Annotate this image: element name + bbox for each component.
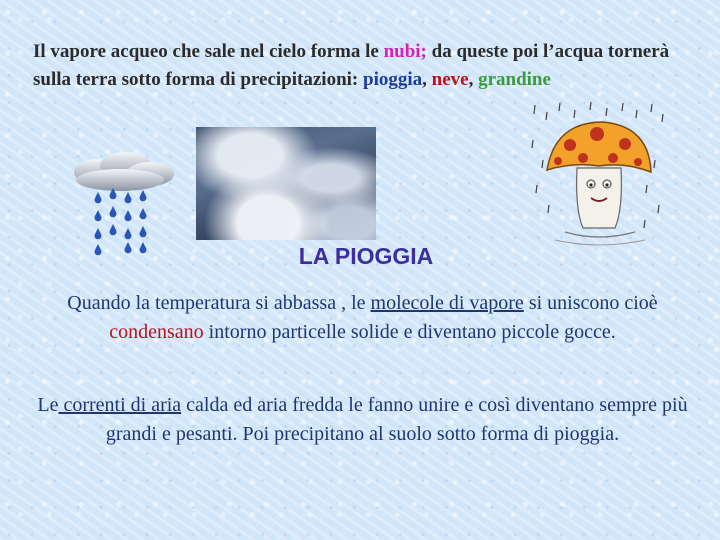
word-grandine: grandine: [478, 69, 551, 90]
word-condensano: condensano: [109, 321, 204, 343]
intro-comma-1: ,: [422, 69, 432, 90]
intro-comma-2: ,: [468, 69, 479, 90]
air-currents-paragraph: [30, 391, 695, 449]
correnti-di-aria-link: correnti di aria: [58, 394, 182, 416]
intro-paragraph: [33, 38, 703, 94]
para2-text-1: Le: [37, 394, 59, 416]
word-pioggia: pioggia: [363, 69, 423, 90]
word-nubi: nubi;: [383, 41, 427, 62]
molecole-di-vapore-link: molecole di vapore: [370, 292, 524, 314]
word-neve: neve: [431, 69, 469, 90]
cloudy-sky-photo: [196, 127, 376, 240]
para1-text-1: Quando la temperatura si abbassa , le: [67, 292, 371, 314]
rain-formation-paragraph: [30, 289, 695, 347]
mushroom-in-rain-illustration: [525, 100, 670, 250]
para2-text-2: calda ed aria fredda le fanno unire e così diventano sempre più grandi e pesanti. Poi precipitano al suolo sotto forma di pioggia.: [105, 394, 688, 445]
intro-text-2: da queste poi l’acqua tornerà sulla terra sotto forma di precipitazioni:: [33, 41, 670, 90]
para1-text-2: si uniscono cioè: [523, 292, 658, 314]
section-heading: LA PIOGGIA: [298, 243, 434, 269]
intro-text-1: Il vapore acqueo che sale nel cielo forma le: [33, 41, 384, 62]
para1-text-3: intorno particelle solide e diventano piccole gocce.: [203, 321, 616, 343]
